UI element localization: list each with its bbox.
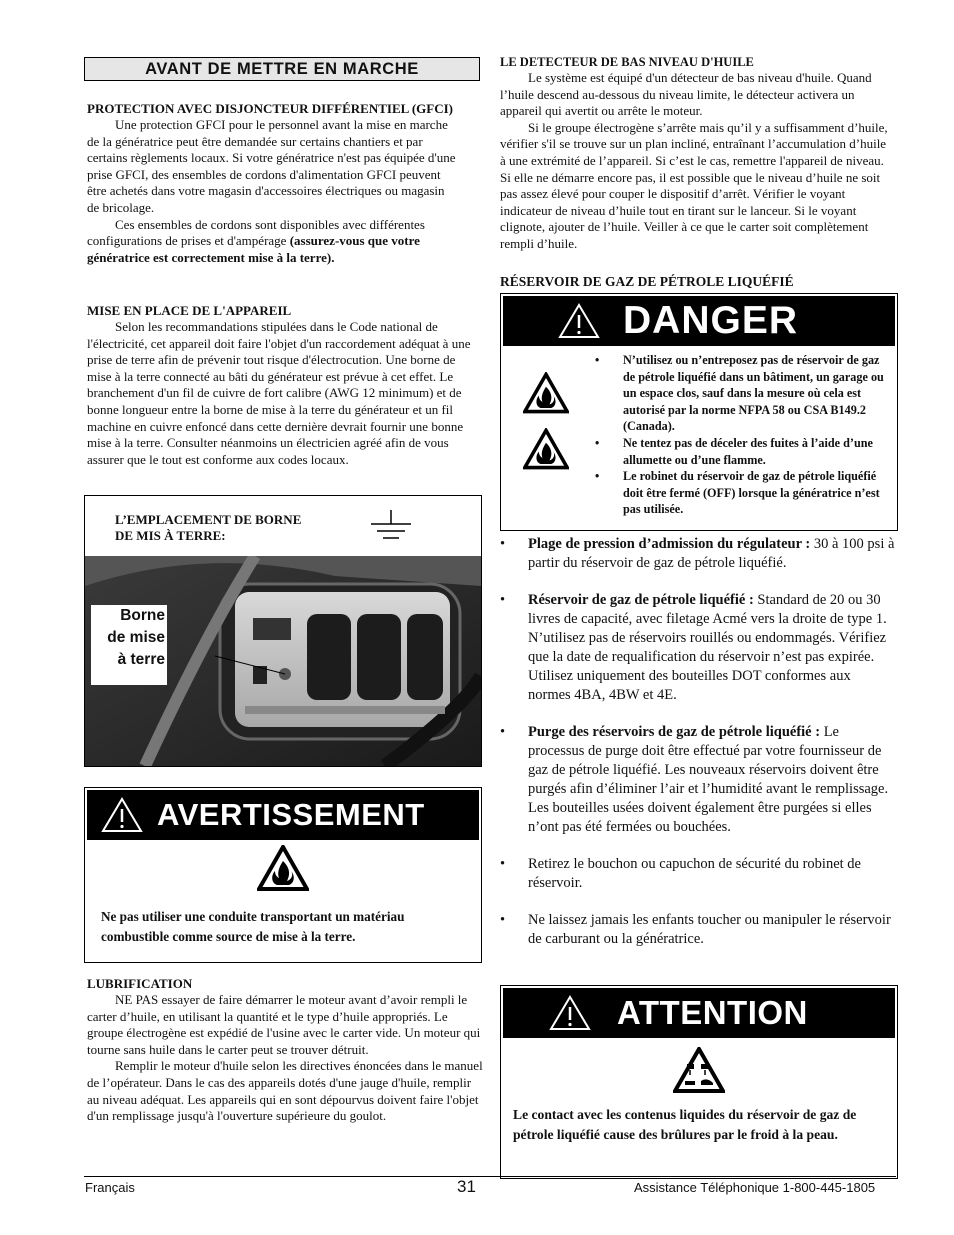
danger-list [595,352,891,518]
oil-detector-section [500,54,892,253]
placement-section [87,303,481,468]
lp-bullet-2-text: Standard de 20 ou 30 livres de capacité, avec filetage Acmé vers la droite de type 1. N’utilisez pas de réservoirs rouillés ou endommagés. Vérifiez que la date de requalification du réservoir n’est pas expirée. Utilisez uniquement des bouteilles DOT conformes aux normes 4BA, 4BW et 4E. [528,592,887,703]
danger-item-2-text: Ne tentez pas de déceler des fuites à l’aide d’une allumette ou d’une flamme. [623,435,873,467]
gfci-heading: PROTECTION AVEC DISJONCTEUR DIFFÉRENTIEL (GFCI) [87,101,453,116]
lubrication-heading: LUBRIFICATION [87,976,193,991]
warning-triangle-icon [87,795,157,835]
bullet: • [500,724,506,740]
ground-figure [84,495,482,767]
lp-tank-heading: RÉSERVOIR DE GAZ DE PÉTROLE LIQUÉFIÉ [500,274,794,289]
lubrication-paragraph-1: NE PAS essayer de faire démarrer le moteur avant d’avoir rempli le carter d’huile, en utilisant la quantité et le type d’huile appropriés. Le groupe électrogène est expédié de l'usine avec le carter vide. Un moteur qui tourne sans huile dans le carter peut se trouver détruit. [87,992,481,1057]
lp-bullet-3-text: Le processus de purge doit être effectué par votre fournisseur de gaz de pétrole liquéfié. Les nouveaux réservoirs doivent être purgés afin d’éliminer l’air et l’humidité avant le remplissage. Les bouteilles usées doivent également être purgées si elles n’ont pas été fermées ou bouchées. [528,724,889,835]
lp-bullet-5 [500,911,895,949]
lp-bullet-2-label: Réservoir de gaz de pétrole liquéfié : [528,592,754,608]
fire-hazard-icon [523,428,569,470]
attention-title: ATTENTION [617,994,808,1031]
lp-bullet-5-text: Ne laissez jamais les enfants toucher ou manipuler le réservoir de carburant ou la génératrice. [528,912,891,947]
warning-header [87,790,479,840]
danger-item-1-text: N’utilisez ou n’entreposez pas de réservoir de gaz de pétrole liquéfié dans un bâtiment, un garage ou un espace clos, sauf dans la mesure où cela est autorisé par la norme NFPA 58 ou CSA B149.2 (Canada). [623,353,884,434]
ground-caption-line-1: L’EMPLACEMENT DE BORNE [115,512,302,527]
ground-callout-line-3: à terre [117,651,165,668]
lp-bullet-4-text: Retirez le bouchon ou capuchon de sécurité du robinet de réservoir. [528,856,861,891]
ground-caption [115,512,301,544]
bullet: • [500,912,506,928]
danger-header [503,296,895,346]
fire-hazard-icon [523,372,569,414]
footer-language: Français [85,1180,135,1195]
lp-bullet-3 [500,723,895,837]
ground-callout-line-1: Borne [120,607,165,624]
bullet: • [500,856,506,872]
danger-triangle-icon [503,301,623,341]
bullet: • [500,536,506,552]
gfci-p2-plain: Ces ensembles de cordons sont disponibles avec différentes configurations de prises et d'ampérage [87,216,425,249]
danger-item-3-text: Le robinet du réservoir de gaz de pétrole liquéfié doit être fermé (OFF) lorsque la génératrice n’est pas utilisée. [623,469,880,517]
bullet: • [595,469,600,484]
page-number: 31 [457,1177,476,1196]
lp-bullet-3-label: Purge des réservoirs de gaz de pétrole liquéfié : [528,724,821,740]
fire-hazard-icon [257,845,309,891]
lp-bullet-1-text: 30 à 100 psi à partir du réservoir de gaz de pétrole liquéfié. [528,536,895,571]
lp-bullet-1 [500,535,895,573]
bullet: • [595,435,600,450]
lubrication-section [87,976,483,1125]
danger-title: DANGER [623,299,799,342]
footer-support: Assistance Téléphonique 1-800-445-1805 [634,1180,876,1195]
placement-paragraph: Selon les recommandations stipulées dans le Code national de l'électricité, cet appareil doit faire l'objet d'un raccordement adéquat à une prise de terre afin de prévenir tout risque d'électrocution. Une borne de mise à la terre connecté au bâti du générateur est prévue à cet effet. Le branchement d'un fil de cuivre de fort calibre (AWG 12 minimum) et de bonne longueur entre la borne de mise à la terre du générateur et un fil machine en cuivre enfoncé dans cette dernière devrait fournir une bonne mise à la terre. Consulter néanmoins un électricien agréé afin de vous assurer que le tout est conforme aux codes locaux. [87,319,471,467]
attention-header [503,988,895,1038]
bullet: • [595,353,600,367]
gfci-paragraph-1: Une protection GFCI pour le personnel avant la mise en marche de la génératrice peut être demandée sur certains chantiers et par certains règlements locaux. Si votre génératrice n'est pas équipée d'une prise GFCI, des ensembles de cordons d'alimentation GFCI peuvent être achetés dans votre magasin d'accessoires électriques ou magasin de bricolage. [87,117,456,215]
oil-detector-paragraph-2: Si le groupe électrogène s’arrête mais qu’il y a suffisamment d’huile, vérifier s'il se trouve sur un plan incliné, entraînant l’accumulation d’huile à une extrémité de l’appareil. Si c’est le cas, remettre l'appareil de niveau. Si elle ne démarre encore pas, il est possible que le niveau d’huile ne soit pas assez élevé pour couper le dispositif d’arrêt. Vérifier le voyant indicateur de niveau d’huile tout en tirant sur le lanceur. Si le voyant clignote, ajouter de l’huile. Veiller à ce que le carter soit complètement rempli d’huile. [500,119,888,251]
bullet: • [500,592,506,608]
danger-sign [500,293,898,531]
danger-item-2 [595,435,891,468]
oil-detector-heading: LE DETECTEUR DE BAS NIVEAU D'HUILE [500,55,754,69]
lp-bullet-1-label: Plage de pression d’admission du régulateur : [528,536,811,552]
warning-title: AVERTISSEMENT [157,797,425,832]
ground-callout-line-2: de mise [107,629,165,646]
placement-heading: MISE EN PLACE DE L'APPAREIL [87,303,292,318]
ground-symbol-icon [369,510,413,548]
gfci-p2-bold: (assurez-vous que votre génératrice est correctement mise à la terre). [87,233,420,265]
danger-item-1 [595,352,891,435]
lp-bullet-4 [500,855,895,893]
attention-triangle-icon [503,993,617,1033]
attention-text: Le contact avec les contenus liquides du réservoir de gaz de pétrole liquéfié cause des brûlures par le froid à la peau. [513,1107,857,1142]
lp-bullet-2 [500,591,895,705]
footer-rule [84,1176,896,1177]
warning-text: Ne pas utiliser une conduite transportant un matériau combustible comme source de mise à la terre. [101,909,405,944]
gfci-paragraph-2 [87,217,459,267]
danger-item-3 [595,468,891,518]
ground-callout [91,605,167,685]
lubrication-paragraph-2: Remplir le moteur d'huile selon les directives énoncées dans le manuel de l’opérateur. Dans le cas des appareils dotés d'une jauge d'huile, remplir au niveau adéquat. Les appareils qui en sont dépourvus doivent faire l'objet d'un remplissage jusqu'à l'ouverture supérieure du goulot. [87,1058,483,1124]
lp-bullets [500,535,895,949]
warning-sign [84,787,482,963]
corrosive-hazard-icon [673,1047,725,1093]
gfci-section [87,101,459,266]
attention-sign [500,985,898,1179]
ground-caption-line-2: DE MIS À TERRE: [115,528,226,543]
section-title: AVANT DE METTRE EN MARCHE [84,57,480,81]
oil-detector-paragraph-1: Le système est équipé d'un détecteur de bas niveau d'huile. Quand l’huile descend au-dessous du niveau limite, le détecteur activera un appareil qui avertit ou arrête le moteur. [500,70,872,119]
